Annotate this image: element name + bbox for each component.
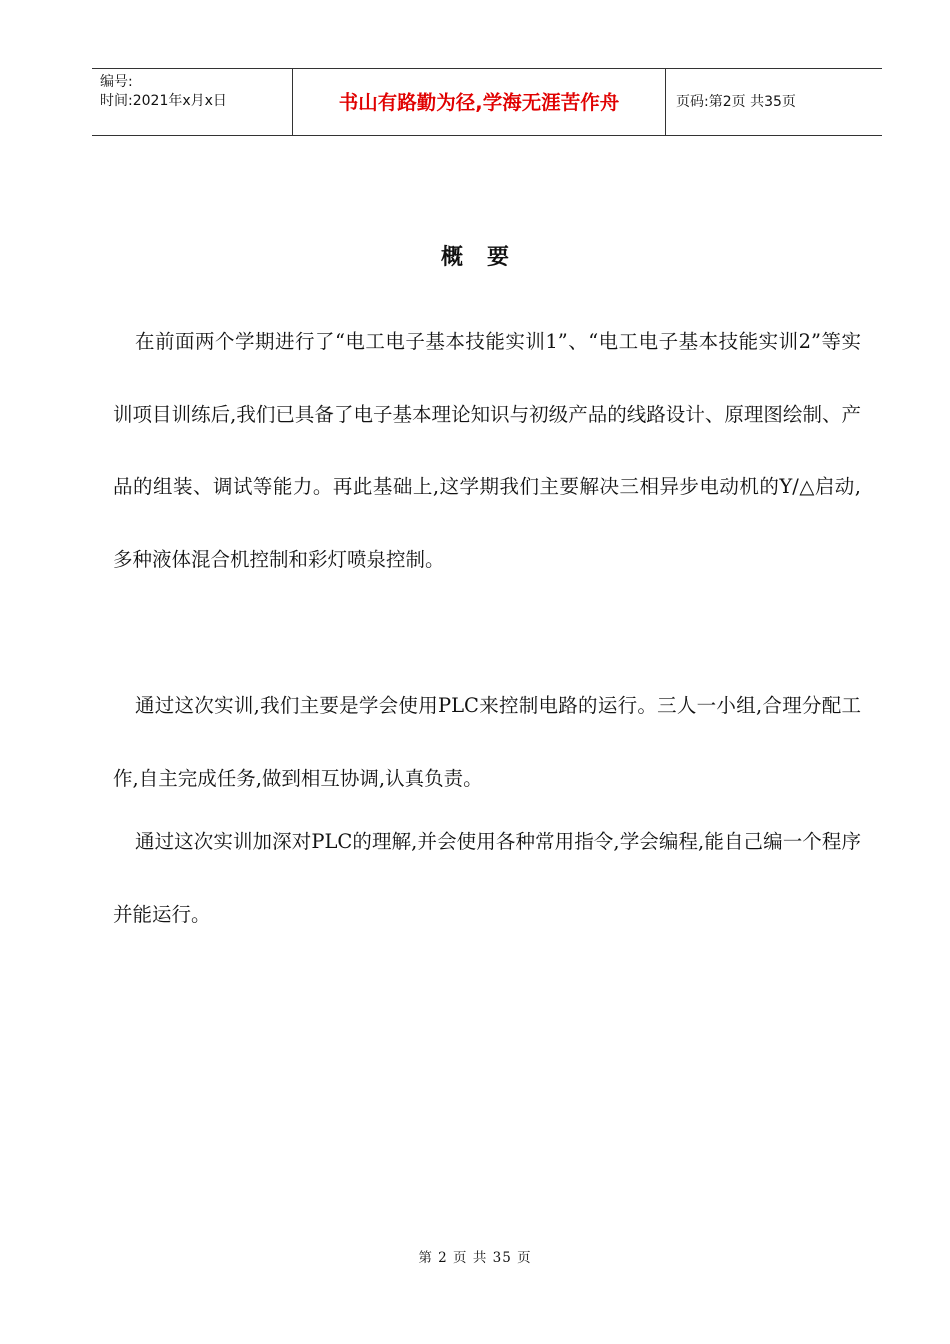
- paragraph: 通过这次实训,我们主要是学会使用PLC来控制电路的运行。三人一小组,合理分配工作,自主完成任务,做到相互协调,认真负责。: [113, 694, 861, 790]
- paragraph: 通过这次实训加深对PLC的理解,并会使用各种常用指令,学会编程,能自己编一个程序并能运行。: [113, 830, 861, 926]
- page-title: 概要: [440, 245, 533, 270]
- document-time-label: 时间:2021年x月x日: [100, 93, 227, 109]
- header-divider: [665, 69, 666, 136]
- page-header: [92, 68, 882, 136]
- paragraph: 在前面两个学期进行了“电工电子基本技能实训1”、“电工电子基本技能实训2”等实训项目训练后,我们已具备了电子基本理论知识与初级产品的线路设计、原理图绘制、产品的组装、调试等能力。再此基础上,这学期我们主要解决三相异步电动机的Y/△启动,多种液体混合机控制和彩灯喷泉控制。: [113, 330, 861, 571]
- header-meta: [100, 73, 292, 111]
- page-footer: 第 2 页 共 35 页: [418, 1250, 532, 1266]
- header-page-info: 页码:第2页 共35页: [676, 94, 796, 110]
- document-number-label: 编号:: [100, 74, 133, 90]
- header-motto: 书山有路勤为径,学海无涯苦作舟: [338, 91, 620, 114]
